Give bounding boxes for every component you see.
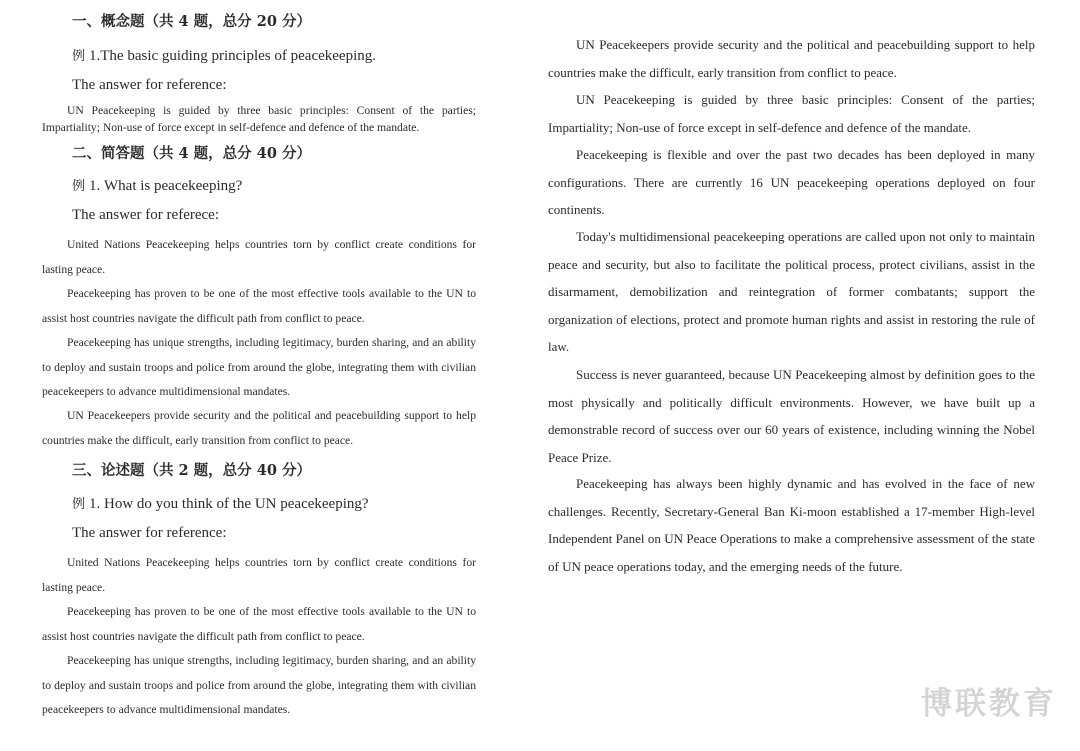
right-paragraph: Today's multidimensional peacekeeping operations are called upon not only to maintain peace and security, but also to facilitate the political process, protect civilians, assist in the disarmament, demobilization and reintegration of former combatants; support the organization of elections, protect and promote human rights and assist in restoring the rule of law.: [548, 229, 1035, 354]
section-2-example: [72, 175, 476, 195]
section-3-example: [72, 493, 476, 513]
section-2-paragraph: United Nations Peacekeeping helps countries torn by conflict create conditions for lasting peace.: [42, 238, 476, 276]
section-2-answer-label: The answer for referece:: [72, 207, 219, 223]
section-3-paragraph: Peacekeeping has proven to be one of the most effective tools available to the UN to assist host countries navigate the difficult path from conflict to peace.: [42, 605, 476, 643]
right-paragraph: Peacekeeping is flexible and over the past two decades has been deployed in many configurations. There are currently 16 UN peacekeeping operations deployed on four continents.: [548, 147, 1035, 217]
right-paragraph: UN Peacekeepers provide security and the political and peacebuilding support to help countries make the difficult, early transition from conflict to peace.: [548, 37, 1035, 80]
section-2-paragraph: Peacekeeping has proven to be one of the most effective tools available to the UN to assist host countries navigate the difficult path from conflict to peace.: [42, 287, 476, 325]
section-1-answer-label: The answer for reference:: [72, 77, 227, 93]
section-3-heading: 三、论述题（共 2 题，总分 40 分）: [72, 462, 311, 479]
section-3-answer-label: The answer for reference:: [72, 525, 227, 541]
right-paragraph: UN Peacekeeping is guided by three basic principles: Consent of the parties; Impartiality; Non-use of force except in self-defence and defence of the mandate.: [548, 92, 1035, 135]
section-1-heading: 一、概念题（共 4 题，总分 20 分）: [72, 13, 311, 30]
section-3-paragraph: Peacekeeping has unique strengths, including legitimacy, burden sharing, and an ability to deploy and sustain troops and police from around the globe, integrating them with civilian peacekeepers to advance multidimensional mandates.: [42, 654, 476, 716]
section-1-answer-paragraph: UN Peacekeeping is guided by three basic principles: Consent of the parties; Impartiality; Non-use of force except in self-defence and defence of the mandate.: [42, 104, 476, 134]
section-1-example-text: 1.The basic guiding principles of peacekeeping.: [89, 48, 377, 64]
section-2-example-mark: 例: [72, 179, 86, 194]
section-1-example-mark: 例: [72, 49, 86, 64]
section-2-paragraph: Peacekeeping has unique strengths, including legitimacy, burden sharing, and an ability to deploy and sustain troops and police from around the globe, integrating them with civilian peacekeepers to advance multidimensional mandates.: [42, 336, 476, 398]
brand-watermark: 博联教育: [921, 686, 1057, 722]
section-1-example: [72, 45, 476, 65]
right-paragraph: Success is never guaranteed, because UN Peacekeeping almost by definition goes to the most physically and politically difficult environments. However, we have built up a demonstrable record of success over our 60 years of existence, including winning the Nobel Peace Prize.: [548, 367, 1035, 465]
section-3-paragraph: United Nations Peacekeeping helps countries torn by conflict create conditions for lasting peace.: [42, 556, 476, 594]
section-3-example-mark: 例: [72, 497, 86, 512]
section-2-example-text: 1. What is peacekeeping?: [89, 178, 243, 194]
section-2-paragraph: UN Peacekeepers provide security and the political and peacebuilding support to help countries make the difficult, early transition from conflict to peace.: [42, 409, 476, 447]
section-2-heading: 二、简答题（共 4 题，总分 40 分）: [72, 145, 311, 162]
section-3-example-text: 1. How do you think of the UN peacekeeping?: [89, 496, 369, 512]
right-paragraph: Peacekeeping has always been highly dynamic and has evolved in the face of new challenges. Recently, Secretary-General Ban Ki-moon established a 17-member High-level Independent Panel on UN Peace Operations to make a comprehensive assessment of the state of UN peace operations today, and the emerging needs of the future.: [548, 476, 1035, 574]
